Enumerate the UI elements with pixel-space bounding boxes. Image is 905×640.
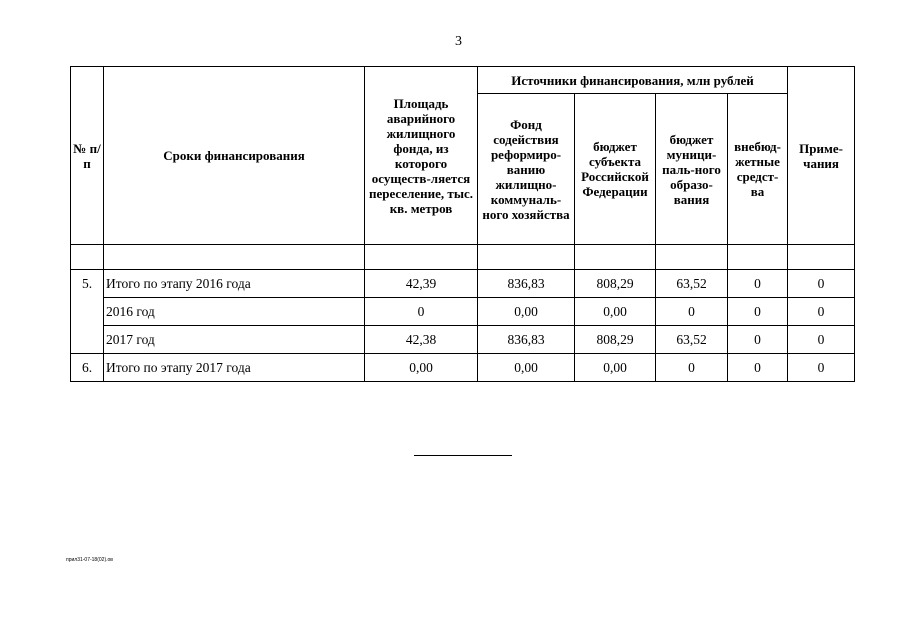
header-area: Площадь аварийного жилищного фонда, из которого осуществ-ляется переселение, тыс. кв. метров — [365, 67, 478, 245]
blank-cell — [788, 245, 855, 270]
row-area: 0,00 — [365, 354, 478, 382]
row-area: 42,39 — [365, 270, 478, 298]
row-regional: 0,00 — [575, 354, 656, 382]
blank-cell — [656, 245, 728, 270]
row-extra: 0 — [728, 298, 788, 326]
row-area: 0 — [365, 298, 478, 326]
row-notes: 0 — [788, 326, 855, 354]
financing-table — [70, 66, 855, 382]
footer-code: прил31-07-18(02).ов — [66, 557, 113, 563]
row-extra: 0 — [728, 326, 788, 354]
row-fund: 0,00 — [478, 298, 575, 326]
row-fund: 836,83 — [478, 326, 575, 354]
header-notes: Приме-чания — [788, 67, 855, 245]
bottom-rule — [414, 455, 512, 456]
row-num: 6. — [71, 354, 104, 382]
header-extra: внебюд-жетные средст-ва — [728, 94, 788, 245]
header-num: № п/п — [71, 67, 104, 245]
header-municipal: бюджет муници-паль-ного образо-вания — [656, 94, 728, 245]
blank-row — [71, 245, 855, 270]
row-regional: 808,29 — [575, 270, 656, 298]
row-period: 2017 год — [104, 326, 365, 354]
blank-cell — [71, 245, 104, 270]
row-municipal: 63,52 — [656, 270, 728, 298]
page-number: 3 — [455, 34, 462, 49]
table-row — [71, 326, 855, 354]
row-fund: 0,00 — [478, 354, 575, 382]
blank-cell — [365, 245, 478, 270]
row-extra: 0 — [728, 354, 788, 382]
row-notes: 0 — [788, 354, 855, 382]
row-municipal: 63,52 — [656, 326, 728, 354]
row-area: 42,38 — [365, 326, 478, 354]
row-num: 5. — [71, 270, 104, 354]
table-row — [71, 298, 855, 326]
row-regional: 808,29 — [575, 326, 656, 354]
header-row-1 — [71, 67, 855, 94]
blank-cell — [728, 245, 788, 270]
row-fund: 836,83 — [478, 270, 575, 298]
header-regional: бюджет субъекта Российской Федерации — [575, 94, 656, 245]
row-regional: 0,00 — [575, 298, 656, 326]
table-row — [71, 270, 855, 298]
blank-cell — [104, 245, 365, 270]
header-fund: Фонд содействия реформиро-ванию жилищно-коммуналь-ного хозяйства — [478, 94, 575, 245]
header-period: Сроки финансирования — [104, 67, 365, 245]
blank-cell — [575, 245, 656, 270]
row-period: Итого по этапу 2016 года — [104, 270, 365, 298]
blank-cell — [478, 245, 575, 270]
row-notes: 0 — [788, 298, 855, 326]
row-municipal: 0 — [656, 354, 728, 382]
row-period: Итого по этапу 2017 года — [104, 354, 365, 382]
table-row — [71, 354, 855, 382]
row-extra: 0 — [728, 270, 788, 298]
row-municipal: 0 — [656, 298, 728, 326]
row-period: 2016 год — [104, 298, 365, 326]
row-notes: 0 — [788, 270, 855, 298]
header-sources: Источники финансирования, млн рублей — [478, 67, 788, 94]
